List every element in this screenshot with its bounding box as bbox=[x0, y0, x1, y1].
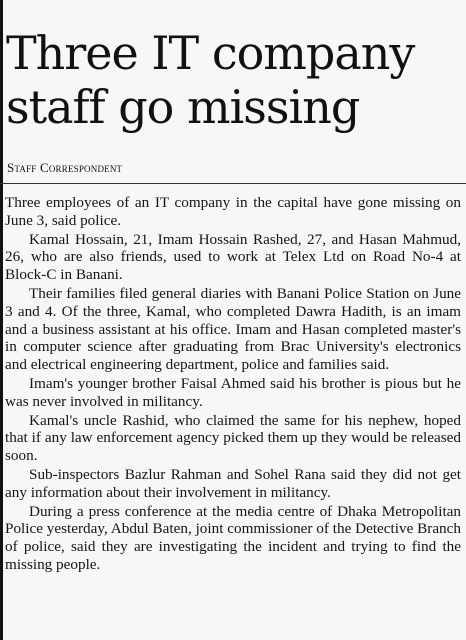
byline-divider bbox=[0, 183, 466, 184]
paragraph: Their families filed general diaries with Banani Police Station on June 3 and 4. Of the three, Kamal, who completed Dawra Hadith, is an imam and a business assistant at his office. Imam and Hasan completed master's in computer science after graduating from Brac University's electronics and electrical engineering department, police and families said. bbox=[5, 284, 461, 374]
headline-line-2: staff go missing bbox=[6, 80, 360, 134]
paragraph: During a press conference at the media centre of Dhaka Metropolitan Police yesterday, Abdul Baten, joint commissioner of the Detective Branch of police, said they are investigating the incident and trying to find the missing people. bbox=[5, 502, 461, 573]
paragraph: Sub-inspectors Bazlur Rahman and Sohel Rana said they did not get any information about their involvement in militancy. bbox=[5, 465, 461, 501]
article-body bbox=[5, 194, 461, 575]
paragraph: Kamal Hossain, 21, Imam Hossain Rashed, 27, and Hasan Mahmud, 26, who are also friends, used to work at Telex Ltd on Road No-4 at Block-C in Banani. bbox=[5, 230, 461, 284]
headline bbox=[6, 26, 414, 134]
headline-line-1: Three IT company bbox=[6, 26, 415, 80]
paragraph: Three employees of an IT company in the capital have gone missing on June 3, said police. bbox=[5, 194, 461, 229]
paragraph: Kamal's uncle Rashid, who claimed the same for his nephew, hoped that if any law enforcement agency picked them up they would be released soon. bbox=[5, 411, 461, 465]
byline: Staff Correspondent bbox=[7, 160, 123, 175]
paragraph: Imam's younger brother Faisal Ahmed said his brother is pious but he was never involved in militancy. bbox=[5, 374, 461, 410]
column-rule bbox=[0, 0, 3, 640]
